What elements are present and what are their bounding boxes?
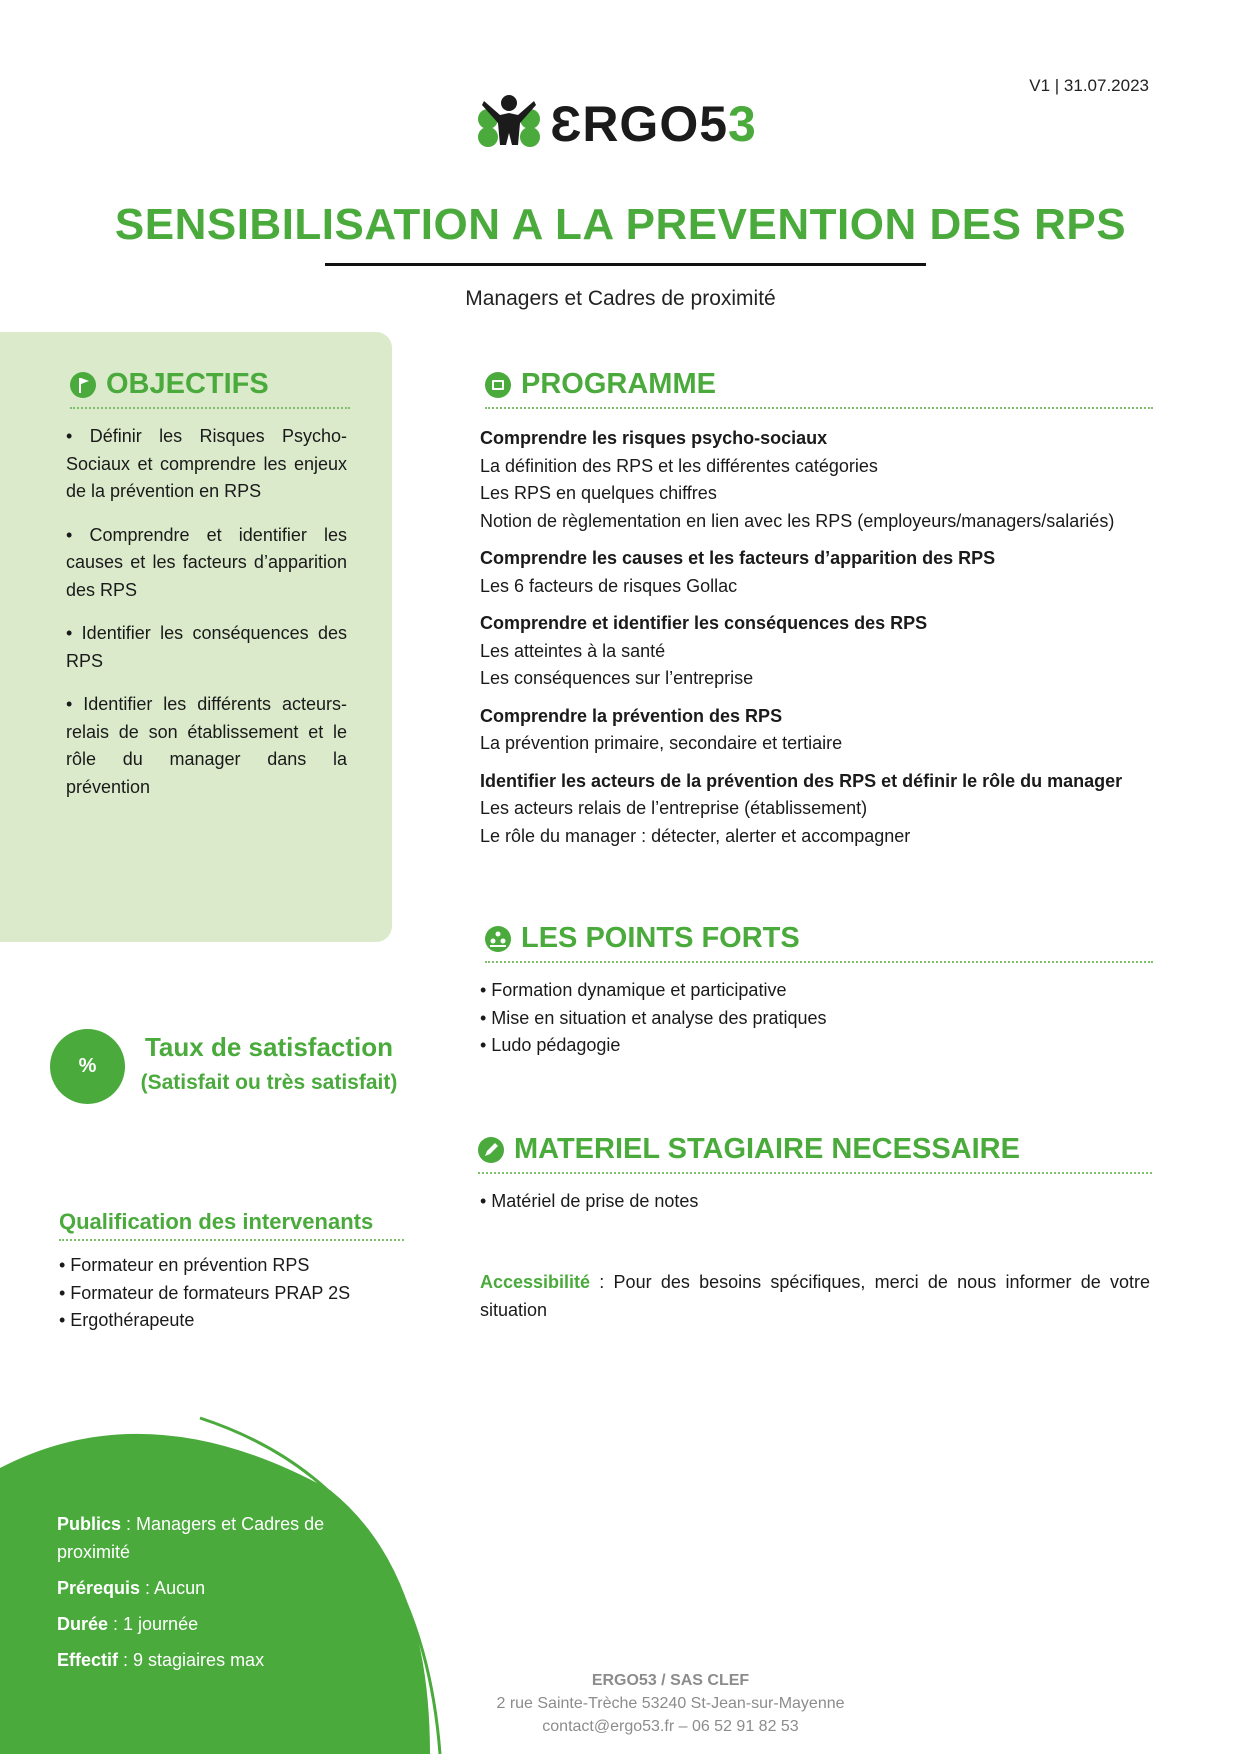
footer-street: 2 rue Sainte-Trèche 53240 St-Jean-sur-Mayenne: [496, 1695, 845, 1712]
list-item: • Formation dynamique et participative: [480, 980, 787, 1000]
programme-block: [480, 545, 1160, 600]
list-item: • Ludo pédagogie: [480, 1035, 621, 1055]
title-underline: [325, 263, 926, 266]
accessibilite-text: : Pour des besoins spécifiques, merci de nous informer de votre situation: [480, 1272, 1150, 1320]
group-icon: [485, 926, 511, 952]
programme-line: La définition des RPS et les différentes catégories: [480, 455, 878, 476]
accessibilite-label: Accessibilité: [480, 1272, 591, 1292]
list-item: • Définir les Risques Psycho-Sociaux et comprendre les enjeux de la prévention en RPS: [66, 426, 347, 501]
points-forts-heading: LES POINTS FORTS: [485, 922, 1153, 963]
footer-contact: contact@ergo53.fr – 06 52 91 82 53: [542, 1718, 799, 1735]
programme-content: [480, 425, 1160, 860]
page-title: SENSIBILISATION A LA PREVENTION DES RPS: [114, 200, 1127, 249]
page-subtitle: Managers et Cadres de proximité: [465, 287, 776, 310]
info-duree: Durée : 1 journée: [57, 1614, 199, 1634]
programme-line: Les acteurs relais de l’entreprise (établissement): [480, 798, 868, 818]
list-item: • Identifier les conséquences des RPS: [66, 623, 347, 671]
accessibilite-note: [480, 1268, 1150, 1324]
list-item: • Matériel de prise de notes: [480, 1191, 699, 1211]
objectifs-list: [66, 423, 347, 817]
programme-block-title: Identifier les acteurs de la prévention des RPS et définir le rôle du manager: [480, 770, 1123, 791]
satisfaction-subtitle: (Satisfait ou très satisfait): [140, 1071, 398, 1094]
programme-line: Notion de règlementation en lien avec les RPS (employeurs/managers/salariés): [480, 510, 1115, 531]
satisfaction-title: Taux de satisfaction: [144, 1032, 394, 1062]
programme-block-title: Comprendre les causes et les facteurs d’apparition des RPS: [480, 548, 996, 568]
programme-block: [480, 425, 1160, 535]
programme-heading: PROGRAMME: [485, 368, 1153, 409]
ergo-figure-icon: [476, 93, 542, 155]
satisfaction-block: [134, 1032, 404, 1095]
programme-block: [480, 610, 1160, 693]
list-item: • Formateur en prévention RPS: [59, 1255, 310, 1275]
programme-line: Les atteintes à la santé: [480, 640, 666, 661]
info-effectif: Effectif : 9 stagiaires max: [57, 1650, 265, 1670]
list-item: • Formateur de formateurs PRAP 2S: [59, 1282, 351, 1303]
list-item: • Identifier les différents acteurs-relais de son établissement et le rôle du manager dans la prévention: [66, 694, 347, 797]
list-item: • Mise en situation et analyse des pratiques: [480, 1007, 827, 1028]
programme-block-title: Comprendre la prévention des RPS: [480, 705, 783, 726]
version-date: V1 | 31.07.2023: [1029, 76, 1149, 95]
programme-line: La prévention primaire, secondaire et tertiaire: [480, 733, 843, 753]
info-prerequis: Prérequis : Aucun: [57, 1578, 206, 1598]
list-item: • Comprendre et identifier les causes et les facteurs d’apparition des RPS: [66, 524, 347, 600]
footer-company: ERGO53 / SAS CLEF: [591, 1672, 750, 1689]
qualification-list: [59, 1252, 350, 1335]
programme-line: Les conséquences sur l’entreprise: [480, 668, 754, 688]
qualification-heading: Qualification des intervenants: [59, 1209, 404, 1241]
flag-icon: [70, 372, 96, 398]
materiel-heading: MATERIEL STAGIAIRE NECESSAIRE: [478, 1133, 1152, 1174]
info-publics: Publics : Managers et Cadres de proximité: [57, 1514, 325, 1562]
programme-block: [480, 703, 1160, 758]
folder-icon: [485, 372, 511, 398]
programme-block-title: Comprendre et identifier les conséquences des RPS: [480, 613, 928, 633]
programme-line: Le rôle du manager : détecter, alerter et accompagner: [480, 825, 911, 846]
info-box: [57, 1510, 357, 1682]
programme-block: [480, 768, 1160, 851]
logo: [476, 93, 757, 155]
points-forts-list: [480, 977, 827, 1060]
programme-block-title: Comprendre les risques psycho-sociaux: [480, 428, 828, 448]
logo-text: ƐRGO53: [550, 96, 757, 152]
list-item: • Ergothérapeute: [59, 1310, 195, 1330]
programme-line: Les 6 facteurs de risques Gollac: [480, 575, 738, 596]
pencil-icon: [478, 1137, 504, 1163]
materiel-list: [480, 1188, 698, 1216]
percent-badge: %: [50, 1029, 125, 1104]
objectifs-heading: OBJECTIFS: [70, 368, 350, 409]
footer-address: [0, 1669, 1241, 1738]
programme-line: Les RPS en quelques chiffres: [480, 483, 717, 503]
